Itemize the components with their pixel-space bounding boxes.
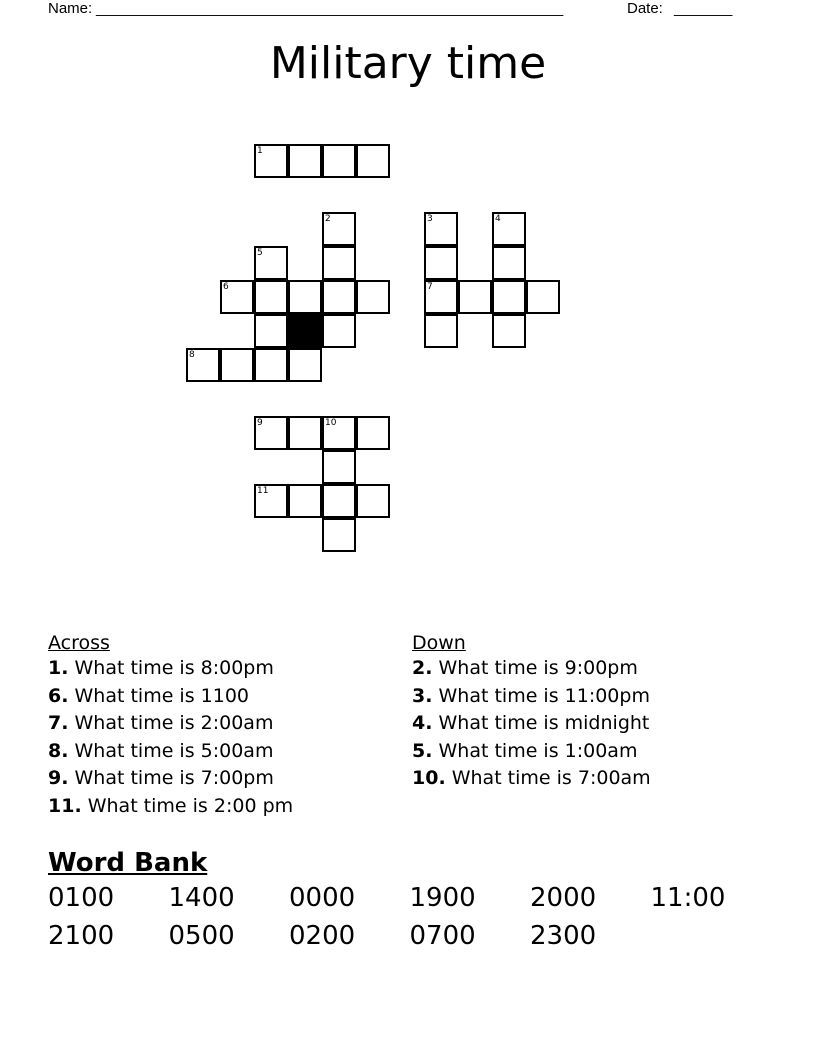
- grid-cell[interactable]: [492, 314, 526, 348]
- clue-text: What time is 8:00pm: [74, 657, 274, 679]
- clue-text: What time is 7:00am: [451, 767, 651, 789]
- word-bank-item: 2300: [530, 921, 597, 951]
- grid-cell[interactable]: [322, 484, 356, 518]
- grid-cell[interactable]: [288, 280, 322, 314]
- clue-number: 2.: [412, 657, 433, 679]
- clue-number: 9: [257, 418, 263, 428]
- clue-number: 3.: [412, 684, 433, 707]
- page-title: Military time: [269, 38, 547, 89]
- across-heading: Across: [48, 632, 110, 654]
- grid-cell[interactable]: [254, 144, 288, 178]
- grid-cell[interactable]: [492, 212, 526, 246]
- clue-text: What time is 7:00pm: [74, 767, 274, 789]
- down-clues: [412, 631, 651, 793]
- clue-number: 6.: [48, 684, 69, 707]
- grid-cell[interactable]: [322, 450, 356, 484]
- word-bank-item: 0000: [289, 883, 356, 913]
- clue-number: 8.: [48, 739, 69, 762]
- word-bank-item: 0200: [289, 921, 356, 951]
- clue-item: [48, 738, 293, 766]
- word-bank-item: 1400: [168, 883, 235, 913]
- clue-number: 7.: [48, 712, 69, 734]
- grid-cell[interactable]: [492, 280, 526, 314]
- clue-text: What time is 2:00 pm: [87, 794, 294, 817]
- grid-cell[interactable]: [254, 314, 288, 348]
- grid-cell[interactable]: [322, 280, 356, 314]
- grid-cell[interactable]: [288, 144, 322, 178]
- grid-cell[interactable]: [424, 246, 458, 280]
- clue-item: [412, 738, 651, 766]
- clue-number: 3: [427, 214, 433, 224]
- clue-number: 8: [189, 350, 195, 360]
- clue-item: [48, 793, 293, 821]
- name-line: ________________________________________________________: [96, 0, 564, 17]
- clue-number: 9.: [48, 767, 69, 789]
- word-bank-item: 1900: [409, 883, 476, 913]
- grid-cell[interactable]: [492, 246, 526, 280]
- black-cell: [288, 314, 322, 348]
- grid-cell[interactable]: [254, 280, 288, 314]
- grid-cell[interactable]: [356, 484, 390, 518]
- across-clues: [48, 631, 293, 820]
- grid-cell[interactable]: [356, 144, 390, 178]
- clue-item: [48, 710, 293, 738]
- clue-item: [412, 710, 651, 738]
- clue-text: What time is 1:00am: [438, 739, 638, 762]
- grid-cell[interactable]: [254, 484, 288, 518]
- grid-cell[interactable]: [322, 144, 356, 178]
- word-bank-item: 0700: [409, 921, 476, 951]
- grid-cell[interactable]: [424, 280, 458, 314]
- grid-cell[interactable]: [356, 280, 390, 314]
- date-line: _______: [674, 0, 733, 17]
- word-bank-item: 0100: [48, 883, 115, 913]
- grid-cell[interactable]: [254, 348, 288, 382]
- grid-cell[interactable]: [186, 348, 220, 382]
- clue-item: [412, 765, 651, 793]
- clue-number: 10: [325, 418, 337, 428]
- clue-item: [48, 655, 293, 683]
- clue-item: [48, 683, 293, 711]
- grid-cell[interactable]: [424, 212, 458, 246]
- clue-item: [412, 683, 651, 711]
- clue-number: 1: [257, 146, 263, 156]
- clue-text: What time is 1100: [74, 684, 249, 707]
- grid-cell[interactable]: [288, 348, 322, 382]
- clue-item: [48, 765, 293, 793]
- clue-item: [412, 655, 651, 683]
- grid-cell[interactable]: [288, 416, 322, 450]
- grid-cell[interactable]: [322, 212, 356, 246]
- grid-cell[interactable]: [254, 416, 288, 450]
- grid-cell[interactable]: [254, 246, 288, 280]
- grid-cell[interactable]: [526, 280, 560, 314]
- name-label: Name:: [48, 0, 93, 17]
- grid-cell[interactable]: [424, 314, 458, 348]
- clue-number: 4: [495, 214, 501, 224]
- clue-number: 1.: [48, 657, 69, 679]
- clue-text: What time is 2:00am: [74, 712, 274, 734]
- clue-number: 4.: [412, 712, 433, 734]
- clue-number: 7: [427, 282, 433, 292]
- clue-text: What time is 11:00pm: [438, 684, 650, 707]
- clue-number: 5: [257, 248, 263, 258]
- word-bank-title: Word Bank: [48, 848, 208, 878]
- clue-text: What time is 5:00am: [74, 739, 274, 762]
- clue-number: 6: [223, 282, 229, 292]
- word-bank-item: 2100: [48, 921, 115, 951]
- clue-text: What time is 9:00pm: [438, 657, 638, 679]
- date-label: Date:: [627, 0, 663, 17]
- word-bank-item: 2000: [530, 883, 597, 913]
- clue-text: What time is midnight: [438, 712, 650, 734]
- clue-number: 11: [257, 486, 269, 496]
- word-bank-item: 11:00: [650, 883, 726, 913]
- grid-cell[interactable]: [220, 348, 254, 382]
- grid-cell[interactable]: [322, 518, 356, 552]
- down-heading: Down: [412, 632, 466, 654]
- grid-cell[interactable]: [356, 416, 390, 450]
- grid-cell[interactable]: [322, 314, 356, 348]
- clue-number: 2: [325, 214, 331, 224]
- grid-cell[interactable]: [322, 246, 356, 280]
- grid-cell[interactable]: [288, 484, 322, 518]
- clue-number: 5.: [412, 739, 433, 762]
- clue-number: 10.: [412, 767, 446, 789]
- grid-cell[interactable]: [220, 280, 254, 314]
- grid-cell[interactable]: [458, 280, 492, 314]
- word-bank-item: 0500: [168, 921, 235, 951]
- clue-number: 11.: [48, 794, 82, 817]
- grid-cell[interactable]: [322, 416, 356, 450]
